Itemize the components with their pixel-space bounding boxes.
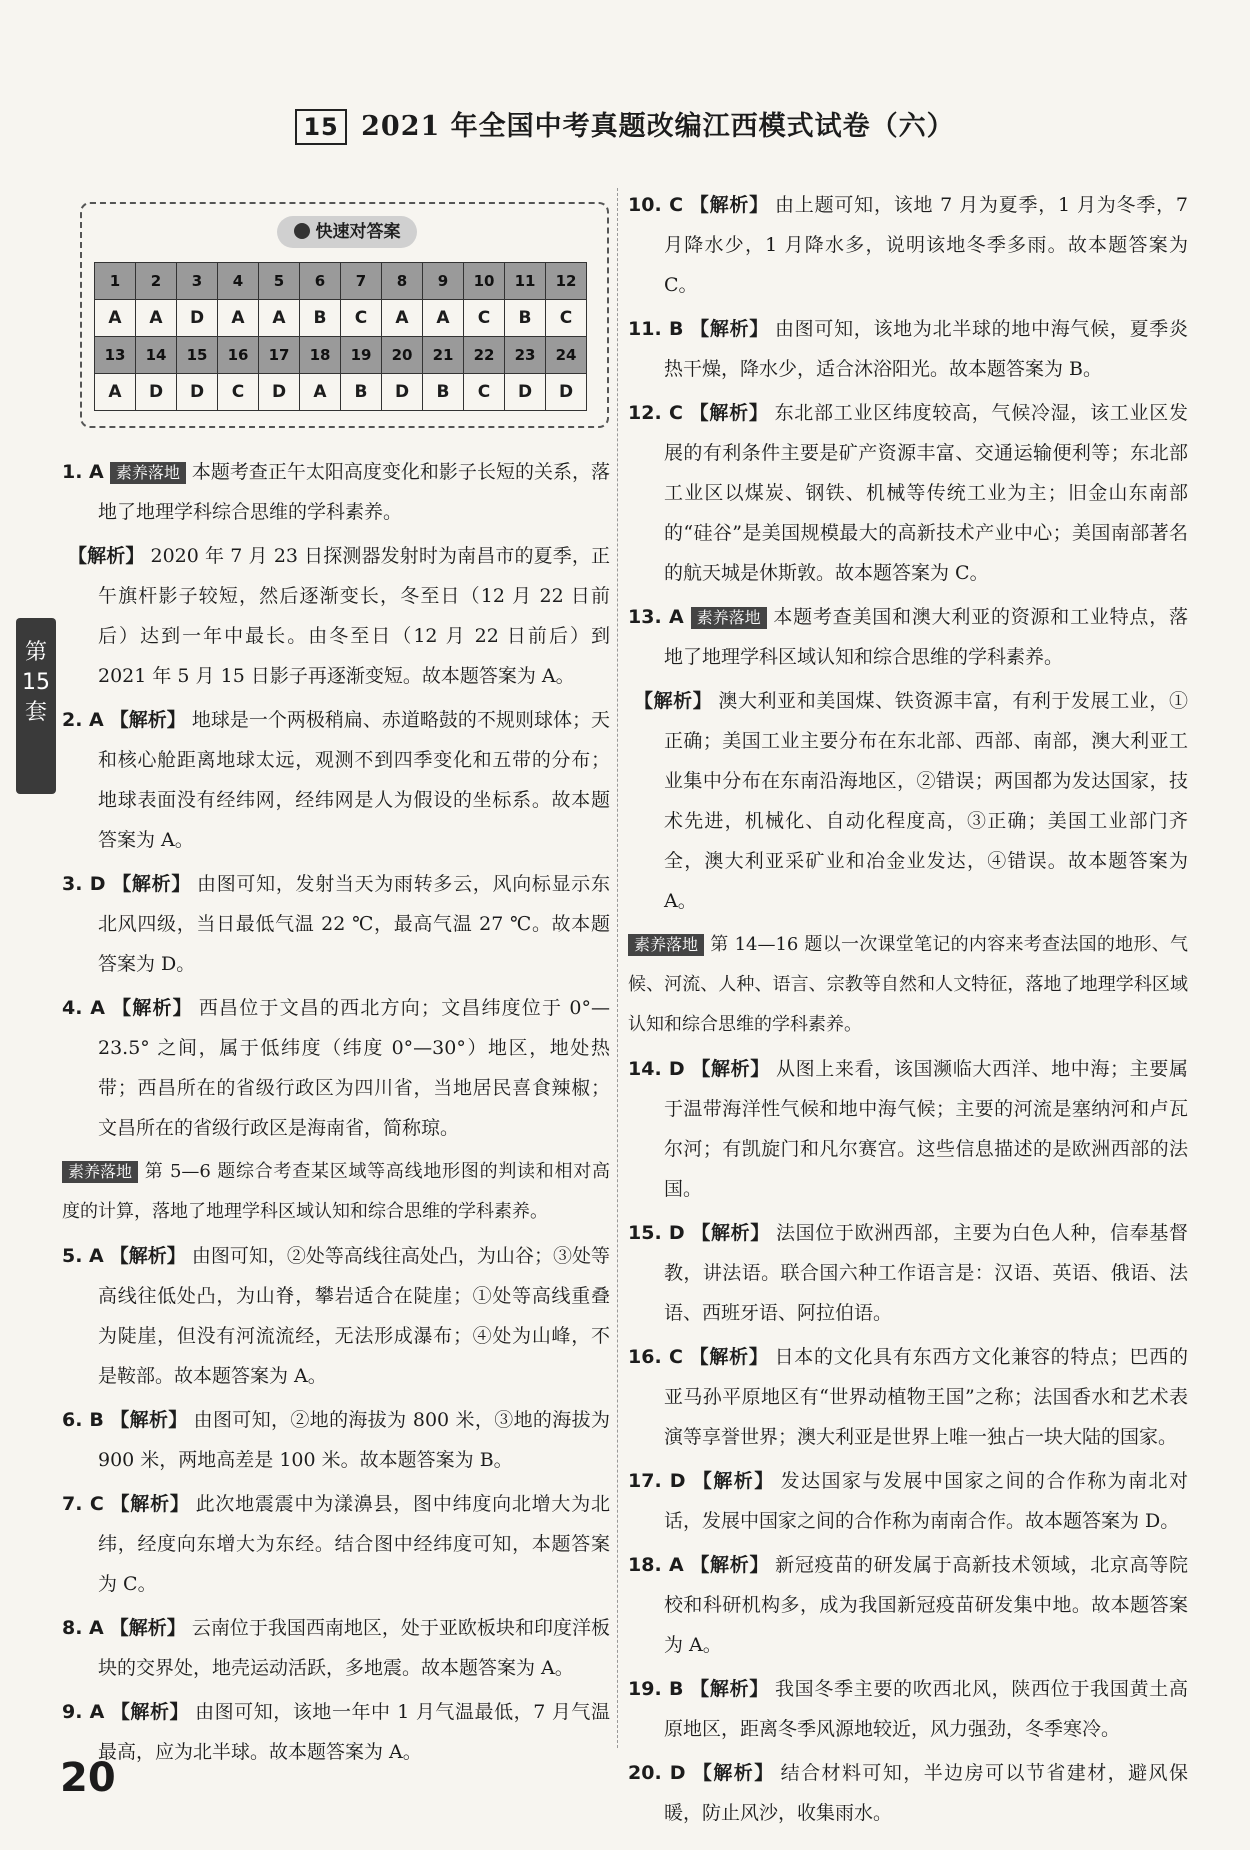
item-text: 由图可知，该地为北半球的地中海气候，夏季炎热干燥，降水少，适合沐浴阳光。故本题答案为 B。 [664,318,1188,380]
item-number: 15. D [628,1222,685,1244]
item-number: 10. C [628,194,684,216]
analysis-tag: 【解析】 [688,402,769,424]
item-text: 本题考查美国和澳大利亚的资源和工业特点，落地了地理学科区域认知和综合思维的学科素养。 [664,606,1188,668]
item-text: 2020 年 7 月 23 日探测器发射时为南昌市的夏季，正午旗杆影子较短，然后逐渐变长，冬至日（12 月 22 日前后）达到一年中最长。由冬至日（12 月 22 日前后）到 2021 年 5 月 15 日影子再逐渐变短。故本题答案为 A。 [98,545,610,687]
analysis-tag: 【解析】 [690,1222,770,1244]
set-side-tab [16,618,56,794]
answer-item-10 [628,185,1188,305]
answer-num-cell: 20 [382,337,423,374]
page-title [0,104,1250,145]
item-number: 2. A [62,709,104,731]
answer-letter-cell: B [341,374,382,411]
analysis-tag: 【解析】 [109,1493,190,1515]
answer-item-13-analysis [628,681,1188,921]
answer-letter-cell: A [300,374,341,411]
answer-item-5 [62,1236,610,1396]
analysis-tag: 【解析】 [109,1245,186,1267]
answer-letter-cell: B [423,374,464,411]
item-number: 13. A [628,606,684,628]
analysis-tag: 【解析】 [689,194,769,216]
answer-num-cell: 5 [259,263,300,300]
item-number: 6. B [62,1409,104,1431]
answer-letter-cell: D [259,374,300,411]
item-text: 地球是一个两极稍扁、赤道略鼓的不规则球体；天和核心舱距离地球太远，观测不到四季变化和五带的分布；地球表面没有经纬网，经纬网是人为假设的坐标系。故本题答案为 A。 [98,709,610,851]
analysis-tag: 【解析】 [111,873,192,895]
answer-num-cell: 19 [341,337,382,374]
analysis-tag: 【解析】 [110,997,193,1019]
item-text: 澳大利亚和美国煤、铁资源丰富，有利于发展工业，①正确；美国工业主要分布在东北部、西部、南部，澳大利亚工业集中分布在东南沿海地区，②错误；两国都为发达国家，技术先进，机械化、自动化程度高，③正确；美国工业部门齐全，澳大利亚采矿业和冶金业发达，④错误。故本题答案为 A。 [664,690,1188,912]
item-number: 16. C [628,1346,683,1368]
answer-letter-cell: B [505,300,546,337]
item-number: 7. C [62,1493,104,1515]
answer-item-18 [628,1545,1188,1665]
item-number: 9. A [62,1701,105,1723]
answer-letter-cell: D [382,374,423,411]
answer-item-13 [628,597,1188,677]
note-text: 第 5—6 题综合考查某区域等高线地形图的判读和相对高度的计算，落地了地理学科区域认知和综合思维的学科素养。 [62,1161,610,1222]
answer-num-cell: 23 [505,337,546,374]
answer-num-cell: 2 [136,263,177,300]
analysis-tag: 【解析】 [691,1762,775,1784]
answer-num-cell: 15 [177,337,218,374]
item-number: 12. C [628,402,683,424]
title-text: 2021 年全国中考真题改编江西模式试卷（六） [361,111,955,142]
side-tab-line3: 套 [24,700,47,725]
analysis-tag: 【解析】 [109,1617,186,1639]
item-text: 由图可知，②处等高线往高处凸，为山谷；③处等高线往低处凸，为山脊，攀岩适合在陡崖；①处等高线重叠为陡崖，但没有河流流经，无法形成瀑布；④处为山峰，不是鞍部。故本题答案为 A。 [98,1245,610,1387]
answer-letter-cell: C [218,374,259,411]
answer-item-14 [628,1049,1188,1209]
item-number: 5. A [62,1245,104,1267]
item-text: 由上题可知，该地 7 月为夏季，1 月为冬季，7 月降水少，1 月降水多，说明该地冬季多雨。故本题答案为 C。 [664,194,1188,296]
answer-item-11 [628,309,1188,389]
analysis-tag: 【解析】 [109,1409,188,1431]
item-text: 西昌位于文昌的西北方向；文昌纬度位于 0°—23.5° 之间，属于低纬度（纬度 0°—30°）地区，地处热带；西昌所在的省级行政区为四川省，当地居民喜食辣椒；文昌所在的省级行政区是海南省，简称琼。 [98,997,610,1139]
item-text: 从图上来看，该国濒临大西洋、地中海；主要属于温带海洋性气候和地中海气候；主要的河流是塞纳河和卢瓦尔河；有凯旋门和凡尔赛宫。这些信息描述的是欧洲西部的法国。 [664,1058,1188,1200]
answer-letter-cell: D [136,374,177,411]
set-number-badge: 15 [295,109,346,145]
right-column [628,185,1188,1837]
answer-table-row [95,374,587,411]
literacy-tag: 素养落地 [110,462,186,484]
answer-letter-cell: B [300,300,341,337]
column-divider [617,188,618,1748]
analysis-tag: 【解析】 [110,1701,190,1723]
answer-letter-cell: A [382,300,423,337]
answer-letter-cell: C [341,300,382,337]
answer-letter-cell: D [546,374,587,411]
answer-item-3 [62,864,610,984]
answer-item-4 [62,988,610,1148]
answer-item-8 [62,1608,610,1688]
answer-num-cell: 8 [382,263,423,300]
answer-table-row [95,263,587,300]
side-tab-line1: 第 [24,640,47,665]
answer-num-cell: 1 [95,263,136,300]
item-number: 14. D [628,1058,685,1080]
answer-num-cell: 11 [505,263,546,300]
item-number: 18. A [628,1554,684,1576]
left-column [62,452,610,1776]
answer-num-cell: 12 [546,263,587,300]
answer-letter-cell: D [505,374,546,411]
analysis-tag: 【解析】 [689,1554,770,1576]
answer-num-cell: 18 [300,337,341,374]
answer-num-cell: 4 [218,263,259,300]
answer-letter-cell: A [95,374,136,411]
answer-item-16 [628,1337,1188,1457]
item-number: 20. D [628,1762,686,1784]
analysis-tag: 【解析】 [68,545,145,567]
answer-item-6 [62,1400,610,1480]
answer-num-cell: 24 [546,337,587,374]
literacy-note-5-6 [62,1152,610,1232]
item-number: 4. A [62,997,105,1019]
answer-item-1-analysis [62,536,610,696]
quick-answer-panel [80,202,609,428]
item-text: 由图可知，该地一年中 1 月气温最低，7 月气温最高，应为北半球。故本题答案为 A。 [98,1701,610,1763]
literacy-tag: 素养落地 [628,934,704,956]
answer-table-row [95,337,587,374]
answer-item-17 [628,1461,1188,1541]
answer-item-1 [62,452,610,532]
answer-item-2 [62,700,610,860]
analysis-tag: 【解析】 [109,709,186,731]
item-text: 此次地震震中为漾濞县，图中纬度向北增大为北纬，经度向东增大为东经。结合图中经纬度可知，本题答案为 C。 [98,1493,610,1595]
answer-num-cell: 6 [300,263,341,300]
answer-item-19 [628,1669,1188,1749]
answer-item-20 [628,1753,1188,1833]
item-number: 11. B [628,318,684,340]
item-text: 发达国家与发展中国家之间的合作称为南北对话，发展中国家之间的合作称为南南合作。故本题答案为 D。 [664,1470,1188,1532]
answer-item-12 [628,393,1188,593]
answer-letter-cell: A [136,300,177,337]
answer-item-9 [62,1692,610,1772]
answer-letter-cell: C [464,300,505,337]
answer-letter-cell: C [546,300,587,337]
answer-letter-cell: C [464,374,505,411]
literacy-tag: 素养落地 [691,607,767,629]
item-text: 新冠疫苗的研发属于高新技术领域，北京高等院校和科研机构多，成为我国新冠疫苗研发集中地。故本题答案为 A。 [664,1554,1188,1656]
literacy-note-14-16 [628,925,1188,1045]
answer-num-cell: 22 [464,337,505,374]
item-text: 我国冬季主要的吹西北风，陕西位于我国黄土高原地区，距离冬季风源地较近，风力强劲，冬季寒冷。 [664,1678,1188,1740]
answer-num-cell: 17 [259,337,300,374]
answer-letter-cell: D [177,300,218,337]
literacy-tag: 素养落地 [62,1161,138,1183]
note-text: 第 14—16 题以一次课堂笔记的内容来考查法国的地形、气候、河流、人种、语言、宗教等自然和人文特征，落地了地理学科区域认知和综合思维的学科素养。 [628,934,1188,1035]
answer-table [94,262,587,411]
answer-icon [294,223,310,239]
item-text: 云南位于我国西南地区，处于亚欧板块和印度洋板块的交界处，地壳运动活跃，多地震。故本题答案为 A。 [98,1617,610,1679]
item-number: 8. A [62,1617,104,1639]
analysis-tag: 【解析】 [690,1058,770,1080]
answer-num-cell: 3 [177,263,218,300]
answer-num-cell: 21 [423,337,464,374]
item-text: 由图可知，②地的海拔为 800 米，③地的海拔为 900 米，两地高差是 100 米。故本题答案为 B。 [98,1409,610,1471]
side-tab-line2: 15 [22,670,50,695]
answer-letter-cell: A [95,300,136,337]
answer-letter-cell: D [177,374,218,411]
answer-table-row [95,300,587,337]
answer-letter-cell: A [423,300,464,337]
item-number: 1. A [62,461,104,483]
analysis-tag: 【解析】 [689,318,769,340]
answer-letter-cell: A [259,300,300,337]
answer-num-cell: 16 [218,337,259,374]
item-text: 法国位于欧洲西部，主要为白色人种，信奉基督教，讲法语。联合国六种工作语言是：汉语、英语、俄语、法语、西班牙语、阿拉伯语。 [664,1222,1188,1324]
page-number: 20 [60,1755,116,1801]
panel-title: 快速对答案 [315,222,401,242]
item-number: 19. B [628,1678,684,1700]
answer-num-cell: 7 [341,263,382,300]
item-text: 由图可知，发射当天为雨转多云，风向标显示东北风四级，当日最低气温 22 ℃，最高气温 27 ℃。故本题答案为 D。 [98,873,610,975]
answer-num-cell: 10 [464,263,505,300]
answer-num-cell: 9 [423,263,464,300]
analysis-tag: 【解析】 [634,690,713,712]
analysis-tag: 【解析】 [689,1678,769,1700]
answer-item-15 [628,1213,1188,1333]
item-number: 3. D [62,873,106,895]
item-text: 本题考查正午太阳高度变化和影子长短的关系，落地了地理学科综合思维的学科素养。 [98,461,610,523]
analysis-tag: 【解析】 [688,1346,769,1368]
answer-letter-cell: A [218,300,259,337]
item-text: 结合材料可知，半边房可以节省建材，避风保暖，防止风沙，收集雨水。 [664,1762,1188,1824]
analysis-tag: 【解析】 [691,1470,775,1492]
answer-item-7 [62,1484,610,1604]
item-text: 日本的文化具有东西方文化兼容的特点；巴西的亚马孙平原地区有“世界动植物王国”之称；法国香水和艺术表演等享誉世界；澳大利亚是世界上唯一独占一块大陆的国家。 [664,1346,1188,1448]
answer-num-cell: 14 [136,337,177,374]
answer-num-cell: 13 [95,337,136,374]
item-number: 17. D [628,1470,686,1492]
panel-header [277,216,417,248]
item-text: 东北部工业区纬度较高，气候冷湿，该工业区发展的有利条件主要是矿产资源丰富、交通运输便利等；东北部工业区以煤炭、钢铁、机械等传统工业为主；旧金山东南部的“硅谷”是美国规模最大的高新技术产业中心；美国南部著名的航天城是休斯敦。故本题答案为 C。 [664,402,1188,584]
